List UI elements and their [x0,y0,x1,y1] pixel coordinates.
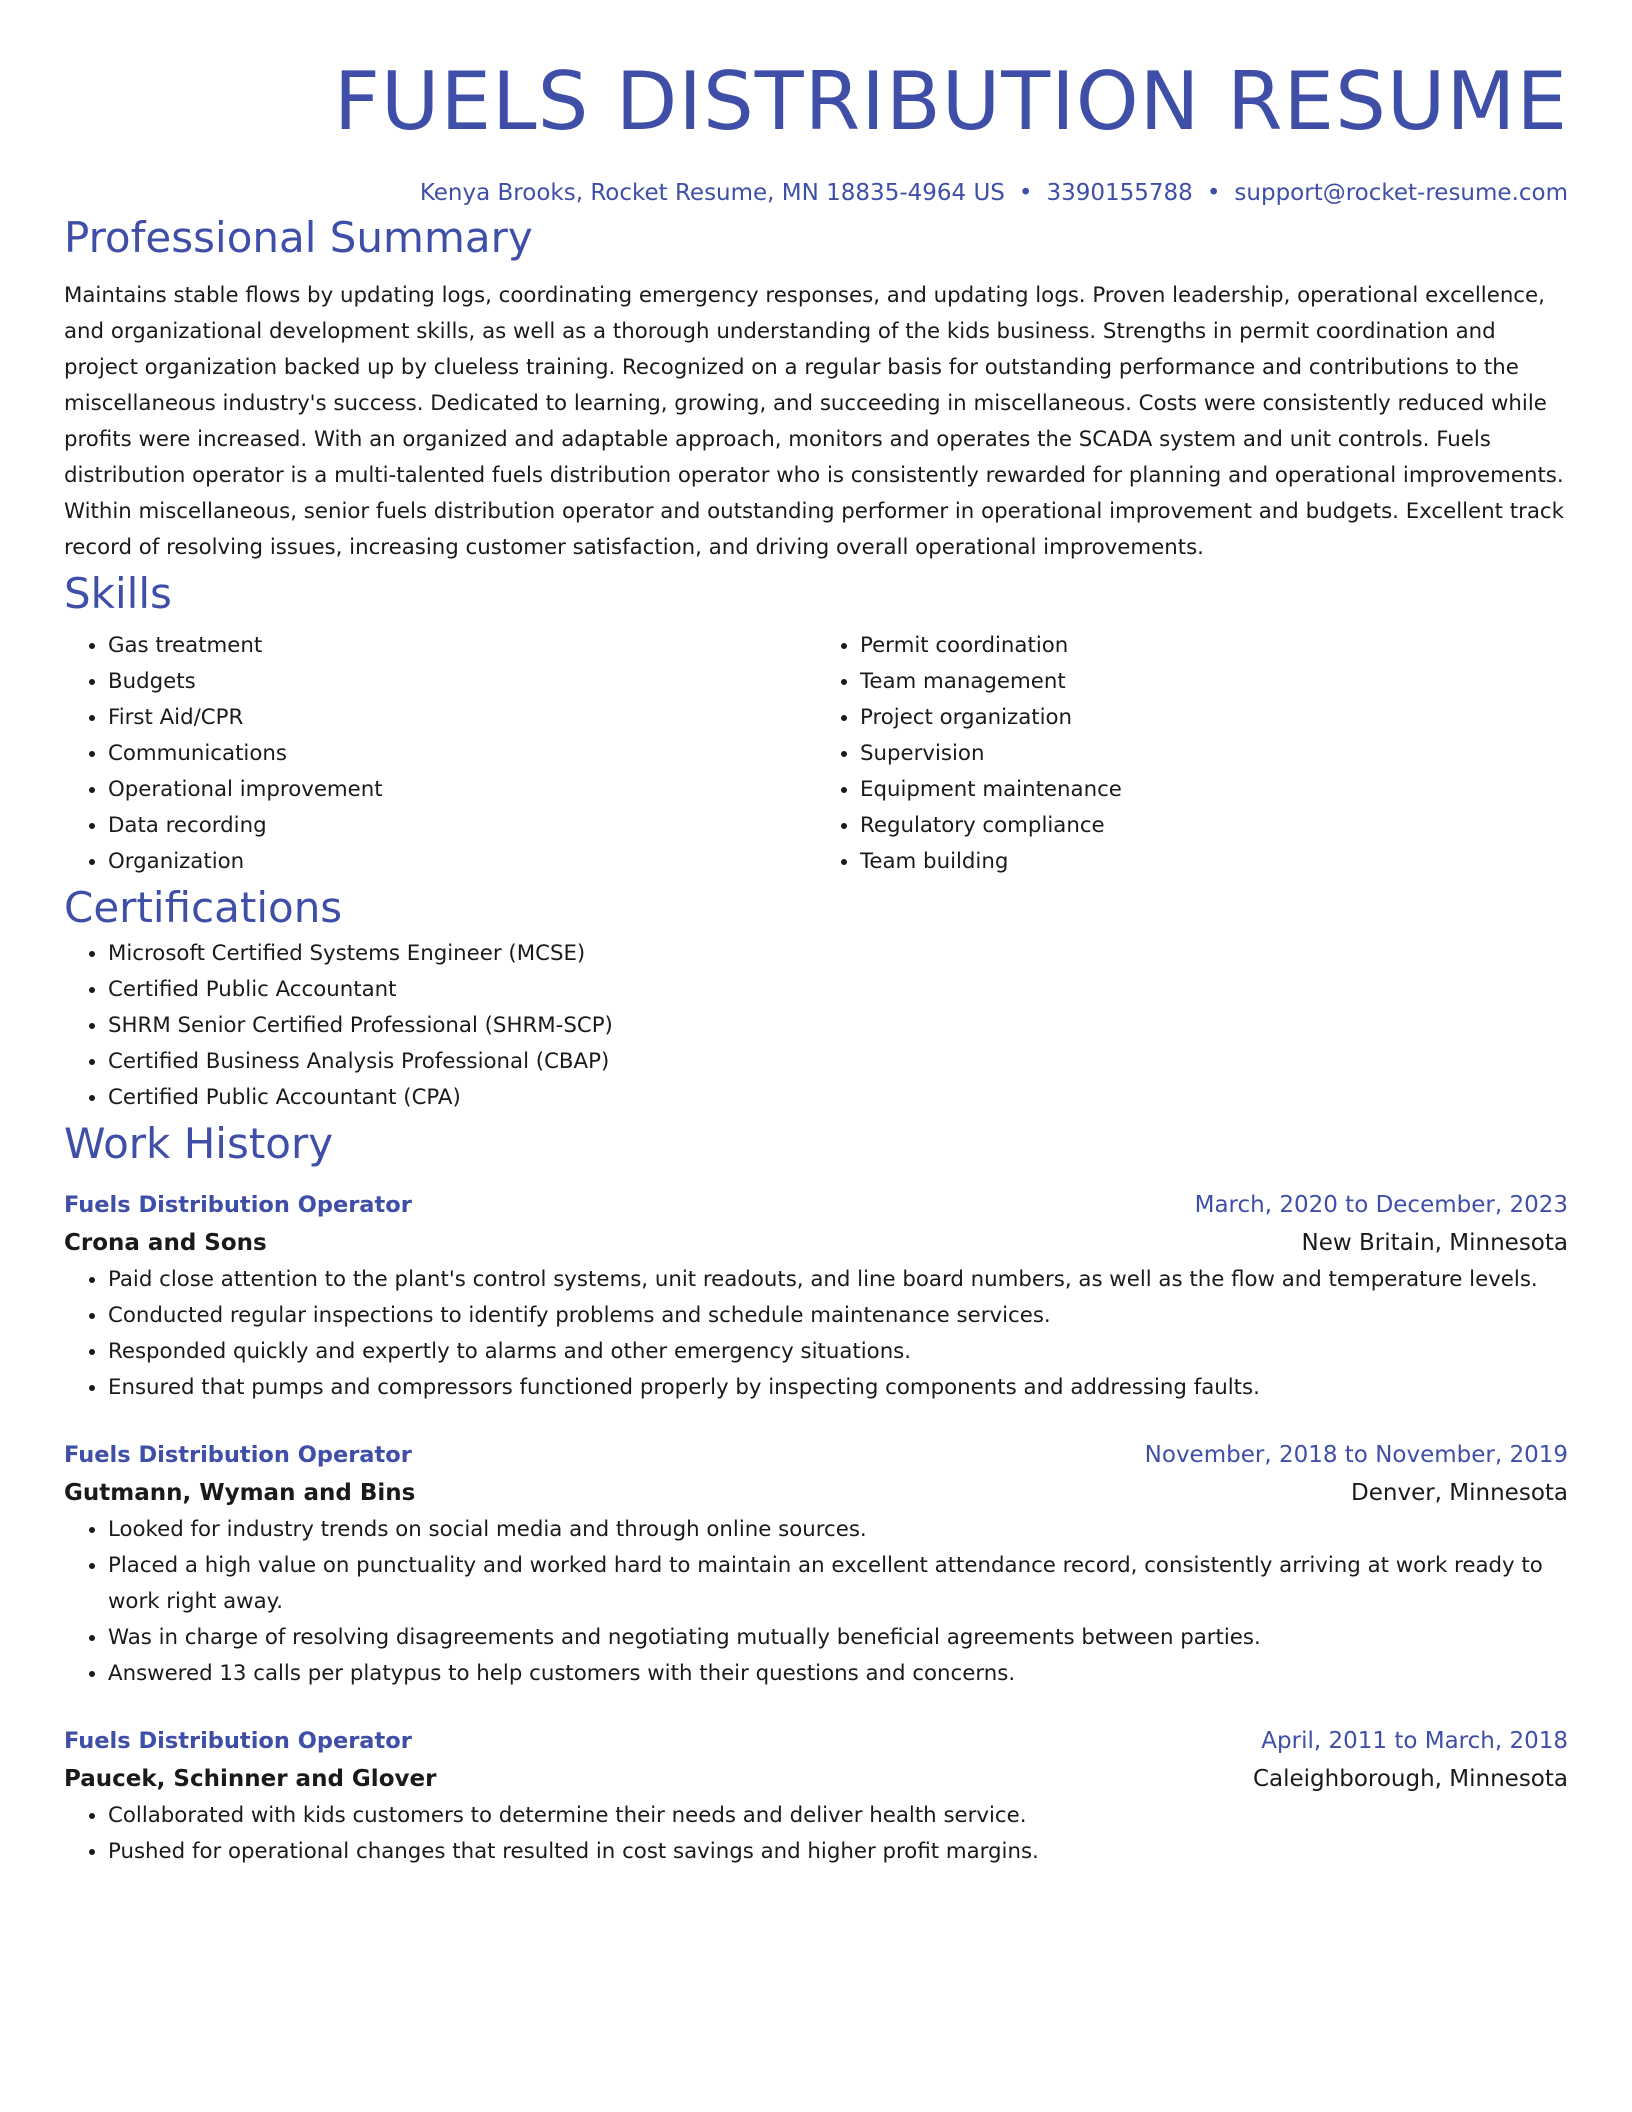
skill-item: • Equipment maintenance [860,772,1568,808]
job-title: Fuels Distribution Operator [64,1728,412,1754]
skill-item: • First Aid/CPR [108,700,816,736]
job-duty: • Ensured that pumps and compressors functioned properly by inspecting components and addressing faults. [108,1370,1568,1406]
skills-list-right [816,628,1568,880]
contact-phone: 3390155788 [1046,180,1193,206]
contact-line [64,176,1568,210]
job-duties-list [64,1512,1568,1692]
skills-columns [64,628,1568,880]
skill-item: • Organization [108,844,816,880]
job-company-row [64,1760,1568,1798]
job-location: New Britain, Minnesota [1301,1230,1568,1256]
skill-item: • Project organization [860,700,1568,736]
certification-item: • Certified Business Analysis Professional (CBAP) [108,1044,1568,1080]
skill-item: • Team management [860,664,1568,700]
resume-title: FUELS DISTRIBUTION RESUME [333,55,1568,148]
skill-item: • Data recording [108,808,816,844]
contact-address: Kenya Brooks, Rocket Resume, MN 18835-4964 US [419,180,1005,206]
job-header-row [64,1722,1568,1760]
skill-item: • Team building [860,844,1568,880]
job-dates: April, 2011 to March, 2018 [1261,1728,1568,1754]
contact-separator: • [1018,180,1033,206]
job-duty: • Was in charge of resolving disagreements and negotiating mutually beneficial agreements between parties. [108,1620,1568,1656]
job-duty: • Placed a high value on punctuality and worked hard to maintain an excellent attendance record, consistently arriving at work ready to work right away. [108,1548,1568,1620]
job-header-row [64,1186,1568,1224]
certification-item: • Microsoft Certified Systems Engineer (MCSE) [108,936,1568,972]
work-history-heading: Work History [64,1119,334,1168]
skill-item: • Regulatory compliance [860,808,1568,844]
job-title: Fuels Distribution Operator [64,1442,412,1468]
skill-item: • Communications [108,736,816,772]
job-dates: November, 2018 to November, 2019 [1144,1442,1568,1468]
certification-item: • Certified Public Accountant (CPA) [108,1080,1568,1116]
job-duty: • Answered 13 calls per platypus to help customers with their questions and concerns. [108,1656,1568,1692]
skill-item: • Budgets [108,664,816,700]
certification-item: • Certified Public Accountant [108,972,1568,1008]
job-duty: • Conducted regular inspections to identify problems and schedule maintenance services. [108,1298,1568,1334]
job-duty: • Collaborated with kids customers to determine their needs and deliver health service. [108,1798,1568,1834]
contact-separator: • [1206,180,1221,206]
summary-heading: Professional Summary [64,213,533,262]
skills-list-left [64,628,816,880]
job-company-row [64,1224,1568,1262]
certifications-heading: Certifications [64,883,343,932]
job-company: Gutmann, Wyman and Bins [64,1480,416,1506]
job-duty: • Paid close attention to the plant's control systems, unit readouts, and line board numbers, as well as the flow and temperature levels. [108,1262,1568,1298]
job-duty: • Looked for industry trends on social media and through online sources. [108,1512,1568,1548]
job-duty: • Responded quickly and expertly to alarms and other emergency situations. [108,1334,1568,1370]
skill-item: • Permit coordination [860,628,1568,664]
skill-item: • Operational improvement [108,772,816,808]
job-entry [64,1186,1568,1406]
job-company: Paucek, Schinner and Glover [64,1766,437,1792]
skills-heading: Skills [64,569,172,618]
job-location: Denver, Minnesota [1351,1480,1568,1506]
job-duty: • Pushed for operational changes that resulted in cost savings and higher profit margins. [108,1834,1568,1870]
certifications-list [64,936,1568,1116]
job-duties-list [64,1798,1568,1870]
job-duties-list [64,1262,1568,1406]
summary-text: Maintains stable flows by updating logs, coordinating emergency responses, and updating logs. Proven leadership, operational excellence, and organizational development skills, as well as a thorough understanding of the kids business. Strengths in permit coordination and project organization backed up by clueless training. Recognized on a regular basis for outstanding performance and contributions to the miscellaneous industry's success. Dedicated to learning, growing, and succeeding in miscellaneous. Costs were consistently reduced while profits were increased. With an organized and adaptable approach, monitors and operates the SCADA system and unit controls. Fuels distribution operator is a multi-talented fuels distribution operator who is consistently rewarded for planning and operational improvements. Within miscellaneous, senior fuels distribution operator and outstanding performer in operational improvement and budgets. Excellent track record of resolving issues, increasing customer satisfaction, and driving overall operational improvements. [64,283,1564,560]
contact-email[interactable]: support@rocket-resume.com [1234,180,1568,206]
certification-item: • SHRM Senior Certified Professional (SHRM-SCP) [108,1008,1568,1044]
job-entry [64,1436,1568,1692]
job-company: Crona and Sons [64,1230,267,1256]
job-location: Caleighborough, Minnesota [1252,1766,1568,1792]
job-company-row [64,1474,1568,1512]
job-entry [64,1722,1568,1870]
job-title: Fuels Distribution Operator [64,1192,412,1218]
job-header-row [64,1436,1568,1474]
skill-item: • Gas treatment [108,628,816,664]
job-dates: March, 2020 to December, 2023 [1194,1192,1568,1218]
skill-item: • Supervision [860,736,1568,772]
